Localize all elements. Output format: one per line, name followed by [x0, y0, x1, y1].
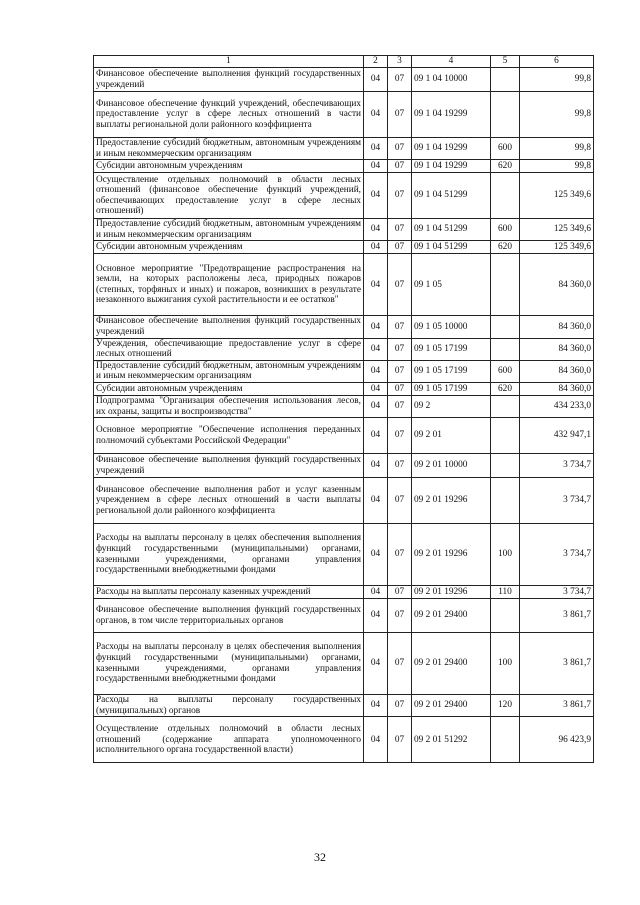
row-section: 04 [364, 68, 388, 92]
table-row [94, 395, 594, 417]
row-amount: 125 349,6 [520, 219, 594, 241]
row-section: 04 [364, 382, 388, 395]
table-row [94, 254, 594, 316]
row-name: Расходы на выплаты персоналу государственных (муниципальных) органов [94, 695, 364, 717]
col-header-subsection: 3 [388, 56, 412, 68]
row-section: 04 [364, 360, 388, 382]
row-amount: 99,8 [520, 92, 594, 138]
row-section: 04 [364, 338, 388, 360]
row-subsection: 07 [388, 586, 412, 599]
row-subsection: 07 [388, 633, 412, 695]
row-section: 04 [364, 254, 388, 316]
row-section: 04 [364, 395, 388, 417]
row-section: 04 [364, 316, 388, 338]
row-expense-type [491, 454, 520, 478]
row-amount: 84 360,0 [520, 382, 594, 395]
row-subsection: 07 [388, 454, 412, 478]
page-number: 32 [314, 850, 326, 864]
col-header-expense-type: 5 [491, 56, 520, 68]
row-expense-type [491, 68, 520, 92]
table-row [94, 316, 594, 338]
row-name: Субсидии автономным учреждениям [94, 382, 364, 395]
table-row [94, 695, 594, 717]
row-expense-type: 600 [491, 360, 520, 382]
row-subsection: 07 [388, 241, 412, 254]
row-amount: 96 423,9 [520, 717, 594, 763]
table-row [94, 138, 594, 160]
row-subsection: 07 [388, 524, 412, 586]
row-amount: 84 360,0 [520, 338, 594, 360]
row-amount: 84 360,0 [520, 360, 594, 382]
row-expense-type [491, 254, 520, 316]
row-subsection: 07 [388, 717, 412, 763]
row-amount: 434 233,0 [520, 395, 594, 417]
row-amount: 3 734,7 [520, 454, 594, 478]
row-expense-type [491, 478, 520, 524]
table-row [94, 68, 594, 92]
row-amount: 3 861,7 [520, 695, 594, 717]
row-name: Основное мероприятие "Обеспечение исполнения переданных полномочий субъектами Российской Федерации" [94, 418, 364, 454]
row-amount: 3 734,7 [520, 478, 594, 524]
row-section: 04 [364, 160, 388, 173]
table-row [94, 241, 594, 254]
row-name: Финансовое обеспечение выполнения функций государственных учреждений [94, 454, 364, 478]
table-row [94, 173, 594, 219]
row-expense-type [491, 92, 520, 138]
row-name: Предоставление субсидий бюджетным, автономным учреждениям и иным некоммерческим организациям [94, 219, 364, 241]
row-subsection: 07 [388, 254, 412, 316]
row-name: Учреждения, обеспечивающие предоставление услуг в сфере лесных отношений [94, 338, 364, 360]
row-section: 04 [364, 633, 388, 695]
table-row [94, 717, 594, 763]
row-target-article: 09 2 01 19296 [412, 524, 491, 586]
row-target-article: 09 2 01 51292 [412, 717, 491, 763]
table-row [94, 418, 594, 454]
row-name: Финансовое обеспечение функций учреждений, обеспечивающих предоставление услуг в сфере лесных отношений в части выплаты региональной доли районного коэффициента [94, 92, 364, 138]
table-row [94, 524, 594, 586]
row-name: Расходы на выплаты персоналу в целях обеспечения выполнения функций государственными (муниципальными) органами, казенными учреждениями, органами управления государственными внебюджетными фондами [94, 524, 364, 586]
row-name: Расходы на выплаты персоналу в целях обеспечения выполнения функций государственными (муниципальными) органами, казенными учреждениями, органами управления государственными внебюджетными фондами [94, 633, 364, 695]
row-name: Расходы на выплаты персоналу казенных учреждений [94, 586, 364, 599]
row-target-article: 09 2 01 29400 [412, 633, 491, 695]
row-name: Субсидии автономным учреждениям [94, 241, 364, 254]
row-section: 04 [364, 695, 388, 717]
row-expense-type [491, 418, 520, 454]
row-subsection: 07 [388, 68, 412, 92]
row-target-article: 09 1 04 51299 [412, 173, 491, 219]
row-expense-type [491, 395, 520, 417]
col-header-amount: 6 [520, 56, 594, 68]
row-name: Осуществление отдельных полномочий в области лесных отношений (содержание аппарата уполномоченного исполнительного органа государственной власти) [94, 717, 364, 763]
row-name: Основное мероприятие "Предотвращение распространения на земли, на которых расположены леса, природных пожаров (степных, торфяных и иных) и пожаров, возникших в результате незаконного выжигания сухой растительности и ее остатков" [94, 254, 364, 316]
row-subsection: 07 [388, 160, 412, 173]
row-expense-type [491, 316, 520, 338]
row-expense-type [491, 338, 520, 360]
row-target-article: 09 1 04 51299 [412, 219, 491, 241]
row-subsection: 07 [388, 219, 412, 241]
row-subsection: 07 [388, 478, 412, 524]
col-header-name: 1 [94, 56, 364, 68]
table-row [94, 92, 594, 138]
row-name: Финансовое обеспечение выполнения функций государственных учреждений [94, 68, 364, 92]
row-section: 04 [364, 524, 388, 586]
row-target-article: 09 2 01 19296 [412, 586, 491, 599]
row-subsection: 07 [388, 316, 412, 338]
row-subsection: 07 [388, 173, 412, 219]
row-expense-type: 600 [491, 138, 520, 160]
row-target-article: 09 1 04 51299 [412, 241, 491, 254]
row-name: Предоставление субсидий бюджетным, автономным учреждениям и иным некоммерческим организациям [94, 138, 364, 160]
table-row [94, 586, 594, 599]
row-subsection: 07 [388, 695, 412, 717]
row-subsection: 07 [388, 382, 412, 395]
row-target-article: 09 1 04 19299 [412, 160, 491, 173]
row-expense-type [491, 173, 520, 219]
row-target-article: 09 1 04 19299 [412, 92, 491, 138]
table-row [94, 160, 594, 173]
row-target-article: 09 2 01 [412, 418, 491, 454]
row-target-article: 09 2 [412, 395, 491, 417]
row-target-article: 09 1 05 [412, 254, 491, 316]
row-name: Финансовое обеспечение выполнения функций государственных учреждений [94, 316, 364, 338]
row-expense-type [491, 717, 520, 763]
row-amount: 432 947,1 [520, 418, 594, 454]
row-target-article: 09 2 01 10000 [412, 454, 491, 478]
row-expense-type [491, 599, 520, 633]
table-row [94, 478, 594, 524]
row-subsection: 07 [388, 338, 412, 360]
row-target-article: 09 1 05 17199 [412, 360, 491, 382]
row-expense-type: 120 [491, 695, 520, 717]
row-subsection: 07 [388, 360, 412, 382]
row-section: 04 [364, 241, 388, 254]
row-amount: 125 349,6 [520, 173, 594, 219]
row-section: 04 [364, 599, 388, 633]
row-subsection: 07 [388, 92, 412, 138]
row-section: 04 [364, 92, 388, 138]
row-amount: 3 861,7 [520, 633, 594, 695]
row-subsection: 07 [388, 418, 412, 454]
row-amount: 84 360,0 [520, 254, 594, 316]
row-amount: 3 861,7 [520, 599, 594, 633]
row-name: Финансовое обеспечение выполнения функций государственных органов, в том числе территориальных органов [94, 599, 364, 633]
row-section: 04 [364, 418, 388, 454]
row-expense-type: 110 [491, 586, 520, 599]
row-amount: 3 734,7 [520, 586, 594, 599]
row-target-article: 09 1 05 17199 [412, 382, 491, 395]
row-expense-type: 600 [491, 219, 520, 241]
row-expense-type: 620 [491, 382, 520, 395]
row-target-article: 09 2 01 19296 [412, 478, 491, 524]
table-row [94, 360, 594, 382]
row-name: Предоставление субсидий бюджетным, автономным учреждениям и иным некоммерческим организациям [94, 360, 364, 382]
row-section: 04 [364, 219, 388, 241]
table-row [94, 454, 594, 478]
row-target-article: 09 2 01 29400 [412, 599, 491, 633]
row-subsection: 07 [388, 138, 412, 160]
table-row [94, 382, 594, 395]
col-header-section: 2 [364, 56, 388, 68]
budget-table [93, 55, 594, 763]
row-amount: 99,8 [520, 68, 594, 92]
row-section: 04 [364, 586, 388, 599]
table-row [94, 338, 594, 360]
row-amount: 84 360,0 [520, 316, 594, 338]
row-amount: 125 349,6 [520, 241, 594, 254]
col-header-target-article: 4 [412, 56, 491, 68]
row-amount: 99,8 [520, 138, 594, 160]
row-subsection: 07 [388, 599, 412, 633]
row-name: Финансовое обеспечение выполнения работ и услуг казенным учреждением в сфере лесных отношений в части выплаты региональной доли районного коэффициента [94, 478, 364, 524]
row-target-article: 09 2 01 29400 [412, 695, 491, 717]
row-name: Осуществление отдельных полномочий в области лесных отношений (финансовое обеспечение функций учреждений, обеспечивающих предоставление услуг в сфере лесных отношений) [94, 173, 364, 219]
row-target-article: 09 1 05 10000 [412, 316, 491, 338]
row-target-article: 09 1 04 19299 [412, 138, 491, 160]
row-section: 04 [364, 717, 388, 763]
row-expense-type: 100 [491, 633, 520, 695]
row-name: Субсидии автономным учреждениям [94, 160, 364, 173]
row-amount: 99,8 [520, 160, 594, 173]
row-subsection: 07 [388, 395, 412, 417]
header-row [94, 56, 594, 68]
row-amount: 3 734,7 [520, 524, 594, 586]
row-name: Подпрограмма "Организация обеспечения использования лесов, их охраны, защиты и воспроизводства" [94, 395, 364, 417]
table-row [94, 219, 594, 241]
row-expense-type: 620 [491, 160, 520, 173]
row-section: 04 [364, 173, 388, 219]
row-target-article: 09 1 04 10000 [412, 68, 491, 92]
row-expense-type: 620 [491, 241, 520, 254]
row-target-article: 09 1 05 17199 [412, 338, 491, 360]
row-section: 04 [364, 138, 388, 160]
row-expense-type: 100 [491, 524, 520, 586]
table-row [94, 599, 594, 633]
row-section: 04 [364, 454, 388, 478]
row-section: 04 [364, 478, 388, 524]
table-row [94, 633, 594, 695]
